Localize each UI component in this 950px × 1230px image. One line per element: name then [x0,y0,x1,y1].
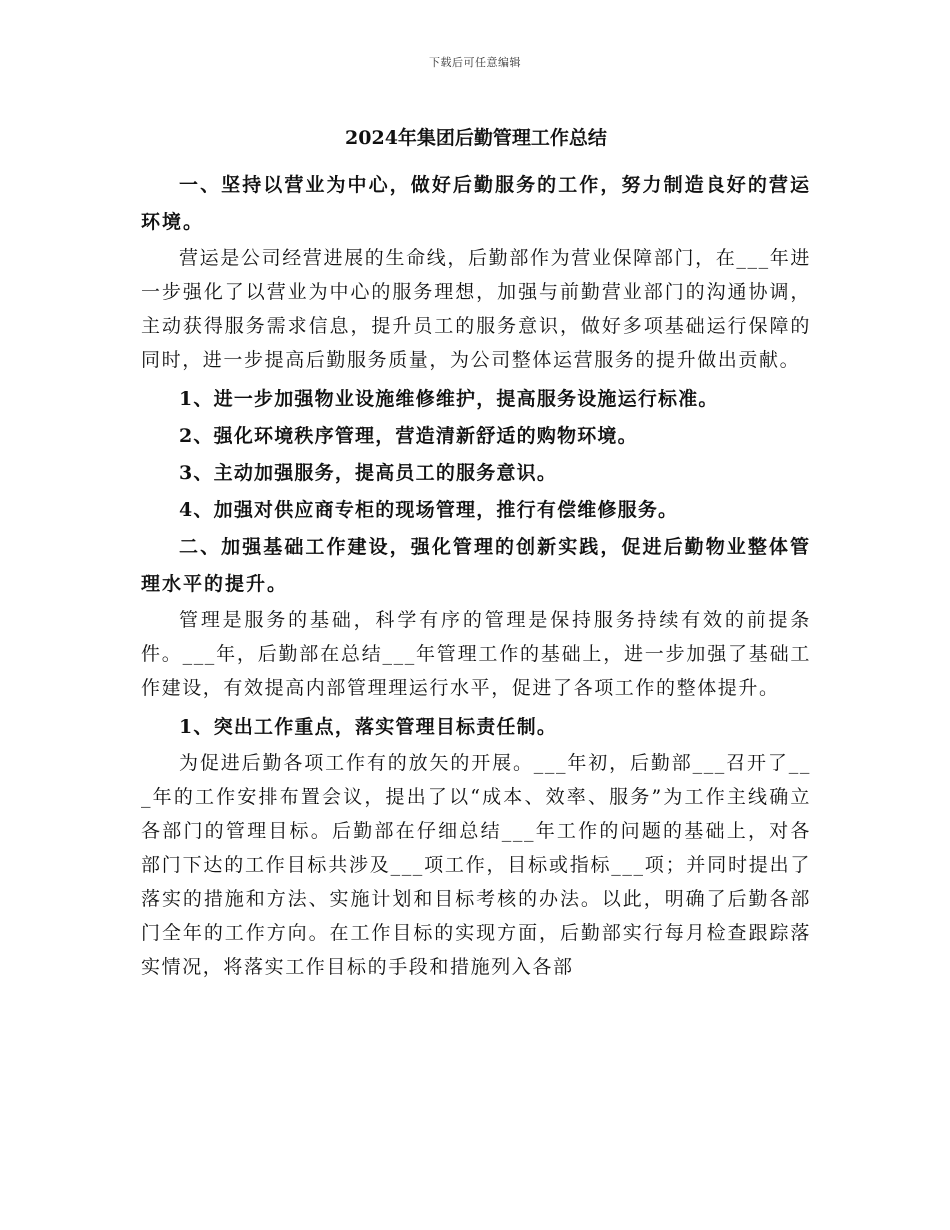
document-title: 2024年集团后勤管理工作总结 [345,127,607,149]
list-item: 3、主动加强服务，提高员工的服务意识。 [179,462,558,484]
list-item: 1、突出工作重点，落实管理目标责任制。 [179,716,558,738]
paragraph-body: 营运是公司经营进展的生命线，后勤部作为营业保障部门，在___年进一步强化了以营业为中心的服务理想，加强与前勤营业部门的沟通协调，主动获得服务需求信息，提升员工的服务意识，做好多项基础运行保障的同时，进一步提高后勤服务质量，为公司整体运营服务的提升做出贡献。 [141,247,811,371]
section-heading-1: 一、坚持以营业为中心，做好后勤服务的工作，努力制造良好的营运环境。 [141,174,811,233]
paragraph-body: 管理是服务的基础，科学有序的管理是保持服务持续有效的前提条件。___年，后勤部在总结___年管理工作的基础上，进一步加强了基础工作建设，有效提高内部管理理运行水平，促进了各项工作的整体提升。 [141,609,811,699]
list-item: 2、强化环境秩序管理，营造清新舒适的购物环境。 [179,425,638,447]
list-item: 1、进一步加强物业设施维修维护，提高服务设施运行标准。 [179,388,719,410]
header-note: 下载后可任意编辑 [429,56,521,69]
list-item: 4、加强对供应商专柜的现场管理，推行有偿维修服务。 [179,499,679,521]
document-body [141,119,811,984]
paragraph-body: 为促进后勤各项工作有的放矢的开展。___年初，后勤部___召开了___年的工作安排布置会议，提出了以“成本、效率、服务”为工作主线确立各部门的管理目标。后勤部在仔细总结___年工作的问题的基础上，对各部门下达的工作目标共涉及___项工作，目标或指标___项；并同时提出了落实的措施和方法、实施计划和目标考核的办法。以此，明确了后勤各部门全年的工作方向。在工作目标的实现方面，后勤部实行每月检查跟踪落实情况，将落实工作目标的手段和措施列入各部 [141,752,811,978]
section-heading-2: 二、加强基础工作建设，强化管理的创新实践，促进后勤物业整体管理水平的提升。 [141,536,811,595]
